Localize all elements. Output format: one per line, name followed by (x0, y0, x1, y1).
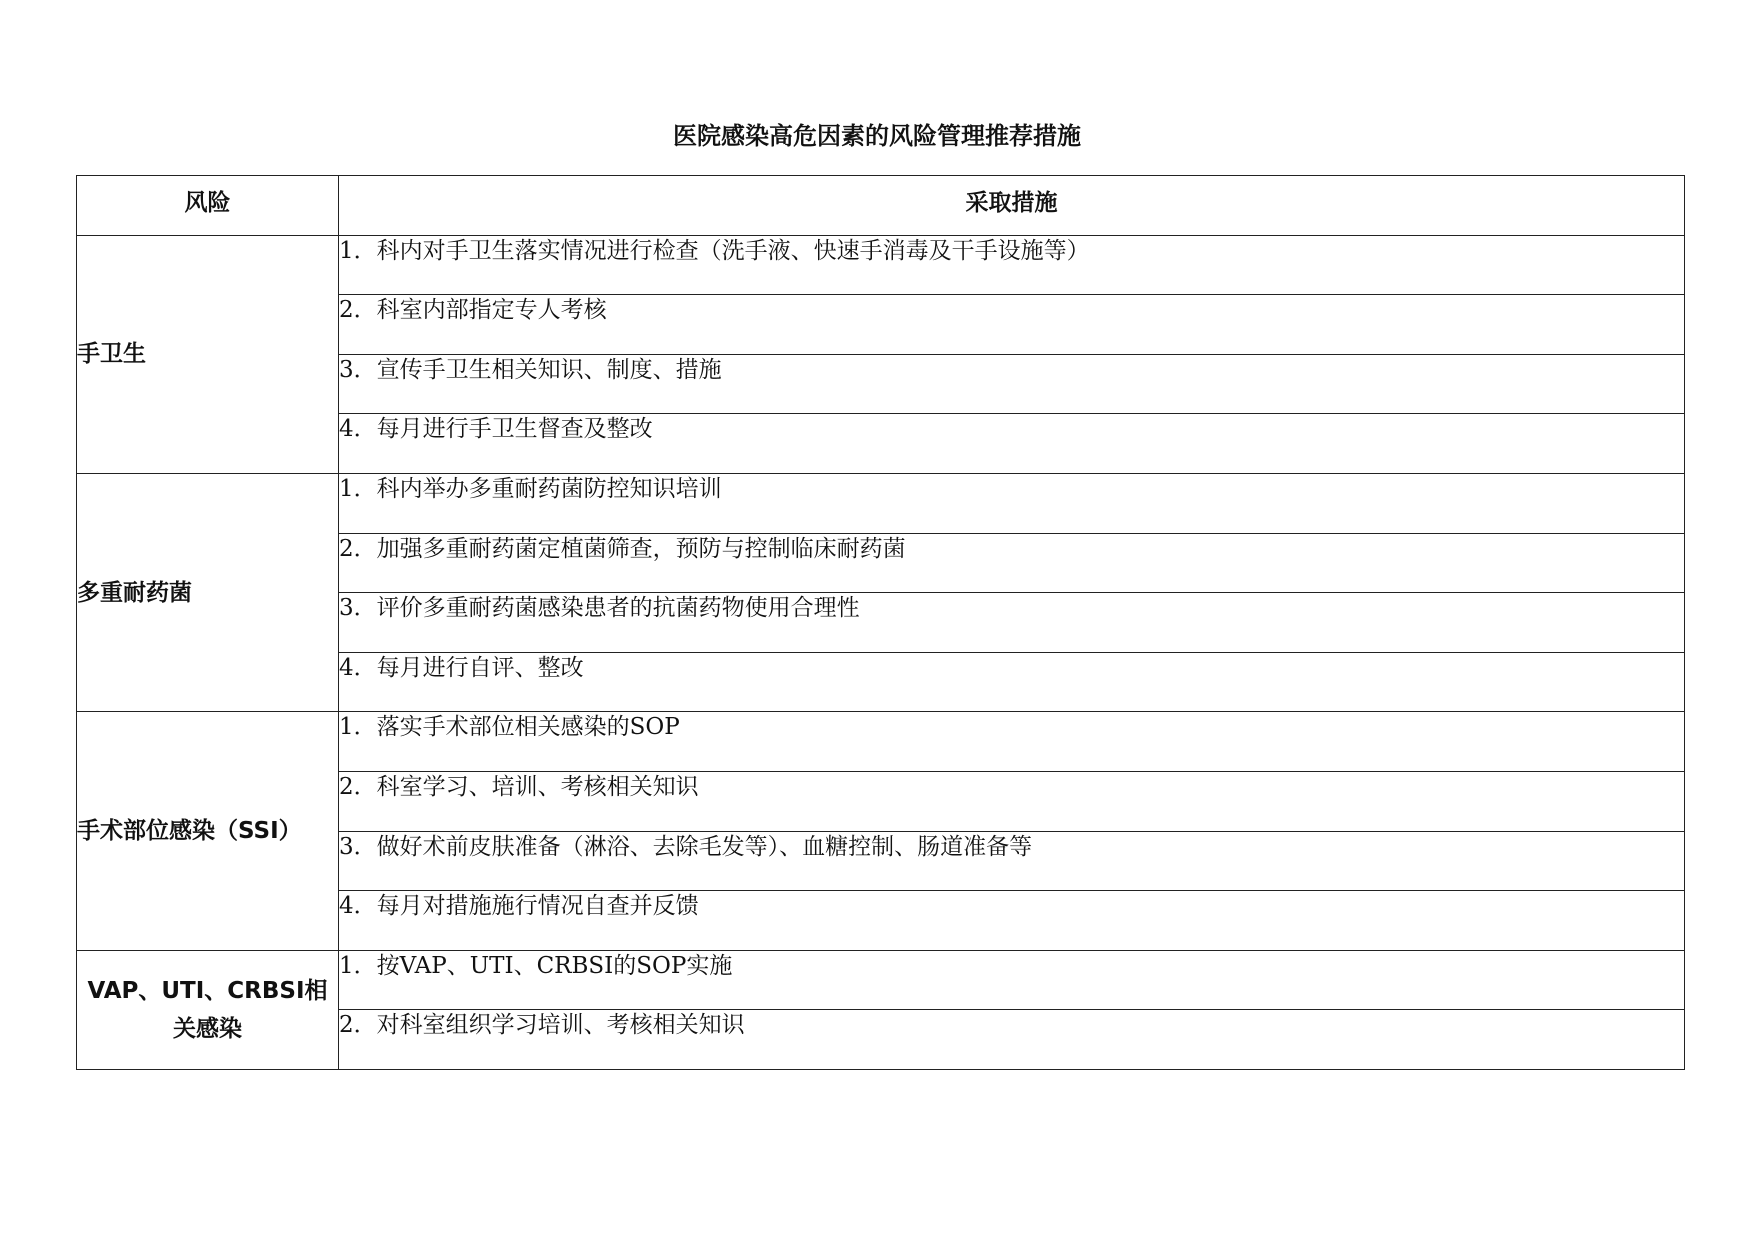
risk-cell-mdro: 多重耐药菌 (77, 473, 339, 711)
measure-cell: 3．宣传手卫生相关知识、制度、措施 (339, 354, 1685, 414)
header-risk: 风险 (77, 176, 339, 236)
measure-cell: 2．对科室组织学习培训、考核相关知识 (339, 1010, 1685, 1070)
table-body (77, 235, 1685, 1069)
table-row (77, 712, 1685, 772)
risk-cell-hand-hygiene: 手卫生 (77, 235, 339, 473)
risk-measures-table (76, 175, 1685, 1070)
page-title: 医院感染高危因素的风险管理推荐措施 (673, 122, 1081, 150)
table-row (77, 950, 1685, 1010)
header-measures: 采取措施 (339, 176, 1685, 236)
table-header (77, 176, 1685, 236)
measure-cell: 4．每月对措施施行情况自查并反馈 (339, 891, 1685, 951)
measure-cell: 3．评价多重耐药菌感染患者的抗菌药物使用合理性 (339, 593, 1685, 653)
measure-cell: 1．落实手术部位相关感染的SOP (339, 712, 1685, 772)
measure-cell: 2．加强多重耐药菌定植菌筛查，预防与控制临床耐药菌 (339, 533, 1685, 593)
measure-cell: 1．科内举办多重耐药菌防控知识培训 (339, 473, 1685, 533)
table-row (77, 235, 1685, 295)
measure-cell: 4．每月进行自评、整改 (339, 652, 1685, 712)
measure-cell: 3．做好术前皮肤准备（淋浴、去除毛发等）、血糖控制、肠道准备等 (339, 831, 1685, 891)
measure-cell: 4．每月进行手卫生督查及整改 (339, 414, 1685, 474)
risk-cell-ssi: 手术部位感染（SSI） (77, 712, 339, 950)
risk-cell-vap-uti-crbsi: VAP、UTI、CRBSI相关感染 (77, 950, 339, 1069)
table-row (77, 473, 1685, 533)
measure-cell: 2．科室内部指定专人考核 (339, 295, 1685, 355)
measure-cell: 1．科内对手卫生落实情况进行检查（洗手液、快速手消毒及干手设施等） (339, 235, 1685, 295)
measure-cell: 2．科室学习、培训、考核相关知识 (339, 771, 1685, 831)
table-header-row (77, 176, 1685, 236)
measure-cell: 1．按VAP、UTI、CRBSI的SOP实施 (339, 950, 1685, 1010)
